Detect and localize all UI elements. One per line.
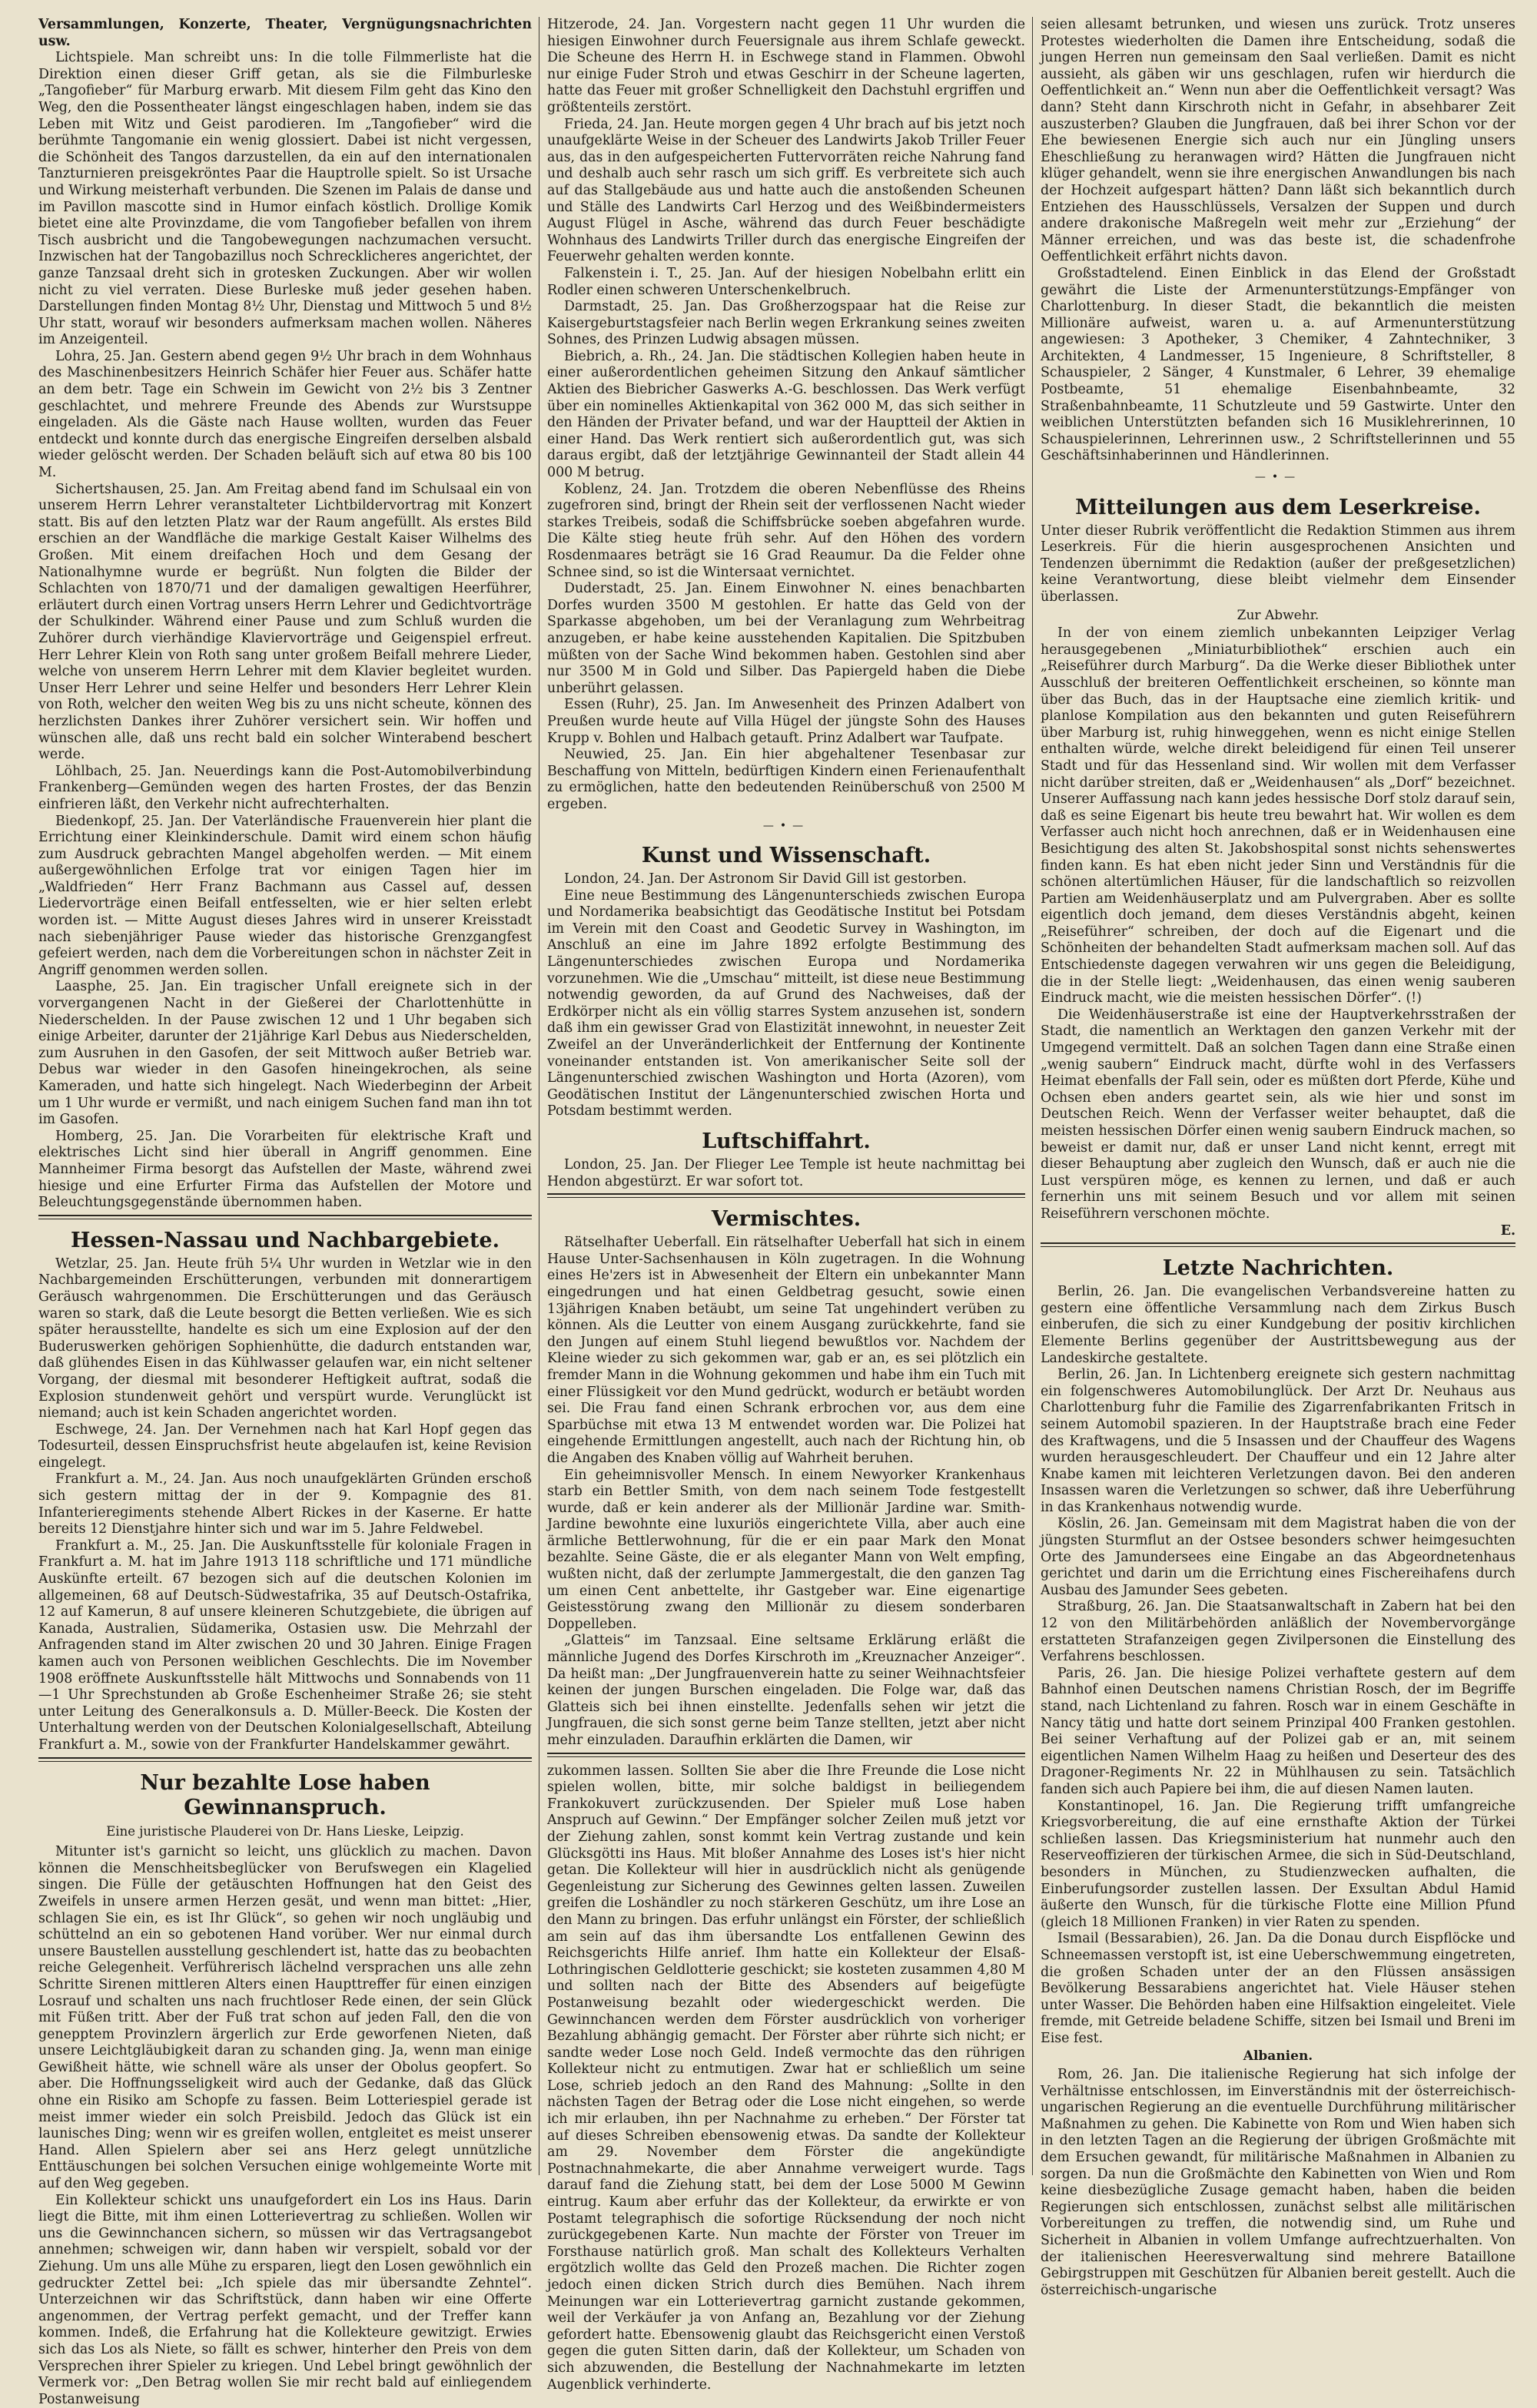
separator: —•— (1254, 471, 1302, 484)
section-title: Vermischtes. (711, 1207, 861, 1232)
article-paragraph: Paris, 26. Jan. Die hiesige Polizei verhaftete gestern auf dem Bahnhof einen Deutschen namens Christian Rosch, der im Begriffe stand, nach Lichtenland zu fahren. Rosch war in einem Geschäfte in Nancy tätig und hatte dort seinem Prinzipal 400 Franken gestohlen. Bei seiner Verhaftung auf der Polizei gab er an, mit seinem eigentlichen Namen Wilhelm Haag zu heißen und Deserteur des des Dragoner-Regiments Nr. 22 in Mühlhausen zu sein. Tatsächlich fanden sich auch Papiere bei ihm, die auf diesen Namen lauten. (1041, 1665, 1515, 1797)
article-paragraph: Rom, 26. Jan. Die italienische Regierung hat sich infolge der Verhältnisse entschlossen, im Einverständnis mit der österreichisch-ungarischen Regierung an die eventuelle Durchführung militärischer Maßnahmen zu gehen. Die Kabinette von Rom und Wien haben sich in den letzten Tagen an die Regierung der übrigen Großmächte mit dem Ersuchen gewandt, für militärische Maßnahmen in Albanien zu sorgen. Da nun die Großmächte den Kabinetten von Wien und Rom keine diesbezügliche Zusage gemacht haben, haben die beiden Regierungen sich entschlossen, zunächst selbst alle militärischen Vorbereitungen zu treffen, die notwendig sind, um Ruhe und Sicherheit in Albanien in vollem Umfange aufrechtzuerhalten. Von der italienischen Heeresverwaltung sind mehrere Bataillone Gebirgstruppen mit Geschützen für Albanien bereit gestellt. Auch die österreichisch-ungarische (1041, 2067, 1515, 2298)
article-paragraph: Neuwied, 25. Jan. Ein hier abgehaltener Tesenbasar zur Beschaffung von Mitteln, bedürftigen Kindern einen Ferienaufenthalt zu ermöglichen, hatte den bedeutenden Reinüberschuß von 2500 M ergeben. (547, 747, 1025, 812)
article-paragraph: Koblenz, 24. Jan. Trotzdem die oberen Nebenflüsse des Rheins zugefroren sind, bringt der Rhein seit der verflossenen Nacht wieder starkes Treibeis, sodaß die Schiffsbrücke soeben abgefahren wurde. Die Kälte stieg heute früh sehr. Auf den Höhen des vordern Rosdenmaares beträgt sie 16 Grad Reaumur. Da die Felder ohne Schnee sind, so ist die Wintersaat vernichtet. (547, 481, 1025, 580)
article-paragraph: Frankfurt a. M., 24. Jan. Aus noch unaufgeklärten Gründen erschoß sich gestern mittag der in der 9. Kompagnie des 81. Infanterieregiments stehende Albert Rickes in der Kaserne. Er hatte bereits 12 Dienstjahre hinter sich und war im 5. Jahre Feldwebel. (38, 1471, 532, 1537)
article-paragraph: Die Weidenhäuserstraße ist eine der Hauptverkehrsstraßen der Stadt, die namentlich an Werktagen den ganzen Verkehr mit der Umgegend vermittelt. Daß an solchen Tagen dann eine Straße einen „wenig saubern“ Eindruck macht, dürfte wohl in des Verfassers Heimat ebenfalls der Fall sein, oder es müßten dort Pferde, Kühe und Ochsen eben anders geartet sein, als wie hier und sonst im Deutschen Reich. Wenn der Verfasser weiter behauptet, daß die meisten hessischen Dörfer einen wenig saubern Eindruck machen, so beweist er damit nur, daß er unser Land nicht kennt, erregt mit dieser Behauptung aber zugleich den Wunsch, daß er auch nie die Lust verspüren möge, es kennen zu lernen, und daß er auch fernerhin uns mit seinem Besuch und vor allem mit seinen Reiseführern verschonen möchte. (1041, 1007, 1515, 1222)
article-paragraph: Straßburg, 26. Jan. Die Staatsanwaltschaft in Zabern hat bei den 12 von den Militärbehörden anläßlich der Novembervorgänge erstatteten Strafanzeigen gegen Zivilpersonen die Einstellung des Verfahrens beschlossen. (1041, 1599, 1515, 1665)
section-title: Nur bezahlte Lose haben Gewinnanspruch. (140, 1770, 430, 1819)
article-paragraph: zukommen lassen. Sollten Sie aber die Ihre Freunde die Lose nicht spielen wollen, bitte, mir solche baldigst in beiliegendem Frankokuvert zurückzusenden. Der Spieler muß Lose haben Anspruch auf Gewinn.“ Der Empfänger solcher Zeilen muß jetzt vor der Ziehung zahlen, sonst kommt kein Vertrag zustande und kein Glücksgötti ins Haus. Mit bloßer Annahme des Loses ist's hier nicht getan. Die Kollekteur will hier in ausdrücklich nicht als genügende Gegenleistung zur Sicherung des Gewinnes gelten lassen. Zuweilen greifen die Loshändler zu noch stärkeren Geschütz, um ihre Lose an den Mann zu bringen. Das erfuhr unlängst ein Förster, der schließlich am sein auf das ihm übersandte Los entfallenen Gewinn des Reichsgerichts Hilfe anrief. Ihm hatte ein Kollekteur der Elsaß-Lothringischen Geldlotterie geschickt; sie kosteten zusammen 4,80 M und sollten nach der Bitte des Absenders auf beigefügte Postanweisung bezahlt oder wiedergeschickt werden. Die Gewinnchancen werden dem Förster ausdrücklich von vorheriger Bezahlung abhängig gemacht. Der Förster aber rührte sich nicht; er sandte weder Lose noch Geld. Indeß vermochte das den rührigen Kollekteur nicht zu entmutigen. Zwar hat er schließlich um seine Lose, schrieb jedoch an den Rand des Mahnung: „Sollte in den nächsten Tagen der Betrag oder die Lose nicht eingehen, so werde ich mir erlauben, ihn per Nachnahme zu erheben.“ Der Förster tat auf dieses Schreiben ebensowenig etwas. Da sandte der Kollekteur am 29. November dem Förster die angekündigte Postnachnahmekarte, die aber Annahme verweigert wurde. Tags darauf fand die Ziehung statt, bei dem der Lose 5000 M Gewinn eintrug. Kaum aber erfuhr das der Kollekteur, da erwirkte er von Postamt telegraphisch die sofortige Rücksendung der noch nicht zurückgegebenen Karte. Nun machte der Förster von Treuer im Forsthause natürlich groß. Man schalt des Kollekteurs Verhalten ergötzlich wollte das Geld den Prozeß machen. Die Richter zogen jedoch einen dicken Strich durch dies Bemühen. Nach ihrem Meinungen war ein Lotterievertrag garnicht zustande gekommen, weil der Verkäufer ja von Anfang an, Bezahlung vor der Ziehung gefordert hatte. Ebensowenig glaubt das Reichsgericht einen Verstoß gegen die guten Sitten darin, daß der Kollekteur, um Schaden von sich abzuwenden, die Bestellung der Nachnahmekarte im letzten Augenblick verhinderte. (547, 1763, 1025, 2393)
article-paragraph: Frieda, 24. Jan. Heute morgen gegen 4 Uhr brach auf bis jetzt noch unaufgeklärte Weise in der Scheuer des Landwirts Jakob Triller Feuer aus, das in den aufgespeicherten Futtervorräten reiche Nahrung fand und deshalb auch sehr rasch um sich griff. Es verbreitete sich auch auf das Stallgebäude aus und hatte auch die anstoßenden Scheunen und Ställe des Landwirts Carl Herzog und des Weißbindermeisters August Flügel in Asche, während das durch Feuer beschädigte Wohnhaus des Landwirts Triller durch das energische Eingreifen der Feuerwehr gehalten werden konnte. (547, 116, 1025, 265)
section-rule (547, 1193, 1025, 1198)
article-paragraph: Mitunter ist's garnicht so leicht, uns glücklich zu machen. Davon können die Menschheitsbeglücker von Berufswegen ein Klagelied singen. Die Fülle der getäuschten Hoffnungen hat den Geist des Zweifels in unsere armen Herzen gesät, und wenn man bittet: „Hier, schlagen Sie ein, es ist Ihr Glück“, so gehen wir noch ungläubig und schüttelnd an ein so gebotenen Hand vorüber. Wer nur einmal durch unsere Baustellen ausstellung geschlendert ist, hatte das zu beobachten reiche Gelegenheit. Verführerisch lächelnd versprachen uns alle zehn Schritte Sirenen mittleren Alters einen Haupttreffer für einen einzigen Losrauf und schalten uns nach fruchtloser Rede einen, der sein Glück mit Füßen tritt. Aber der Fuß trat schon auf jeden Fall, den die von genepptem Provinzlern ärgerlich zur Erde geworfenen Nieten, daß unsere Leichtgläubigkeit daran zu schanden ging. Ja, wenn man einige Gewißheit hätte, wie schnell wäre als unser der Obolus geopfert. So aber. Die Hoffnungsseligkeit wird auch der Gedanke, daß das Glück ohne ein Risiko am Schopfe zu fassen. Beim Lotteriespiel gerade ist meist immer wieder ein solch Preisbild. Jedoch das Glück ist ein launisches Ding; wenn wir es greifen wollen, entgleitet es meist unserer Hand. Allen Spielern aber sei ans Herz gelegt unnützliche Enttäuschungen bei solchen Versuchen einige wohlgemeinte Worte mit auf den Weg gegeben. (38, 1844, 532, 2192)
section-rule (38, 1215, 532, 1219)
section-rule (1041, 1242, 1515, 1247)
article-paragraph: Berlin, 26. Jan. In Lichtenberg ereignete sich gestern nachmittag ein folgenschweres Automobilunglück. Der Arzt Dr. Neuhaus aus Charlottenburg fuhr die Familie des Zigarrenfabrikanten Fritsch in seinem Automobil spazieren. In der Hauptstraße brach eine Feder des Kraftwagens, und die 5 Insassen und der Chauffeur des Wagens wurden herausgeschleudert. Der Chauffeur und ein 12 Jahre alter Knabe kamen mit leichteren Verletzungen davon. Bei den anderen Insassen waren die Verletzungen so schwer, daß ihre Ueberführung in das Krankenhaus notwendig wurde. (1041, 1367, 1515, 1515)
article-paragraph: Essen (Ruhr), 25. Jan. Im Anwesenheit des Prinzen Adalbert von Preußen wurde heute auf Villa Hügel der jüngste Sohn des Hauses Krupp v. Bohlen und Halbach getauft. Prinz Adalbert war Taufpate. (547, 697, 1025, 746)
section-rule (547, 1753, 1025, 1757)
signature: E. (1500, 1222, 1515, 1239)
article-paragraph: London, 24. Jan. Der Astronom Sir David Gill ist gestorben. (564, 871, 967, 887)
article-paragraph: Berlin, 26. Jan. Die evangelischen Verbandsvereine hatten zu gestern eine öffentliche Versammlung nach dem Zirkus Busch einberufen, die sich zu einer Kundgebung der positiv kirchlichen Elemente Berlins gegenüber der Austrittsbewegung aus der Landeskirche gestaltete. (1041, 1284, 1515, 1366)
article-paragraph: London, 25. Jan. Der Flieger Lee Temple ist heute nachmittag bei Hendon abgestürzt. Er war sofort tot. (547, 1157, 1025, 1189)
article-paragraph: Hitzerode, 24. Jan. Vorgestern nacht gegen 11 Uhr wurden die hiesigen Einwohner durch Feuersignale aus ihrem Schlafe geweckt. Die Scheune des Herrn H. in Eschwege stand in Flammen. Obwohl nur einige Fuder Stroh und etwas Geschirr in der Scheune lagerten, hatte das Feuer mit großer Schnelligkeit den Dachstuhl ergriffen und größtenteils zerstört. (547, 17, 1025, 115)
section-title: Mitteilungen aus dem Leserkreise. (1075, 495, 1481, 519)
article-paragraph: Lohra, 25. Jan. Gestern abend gegen 9½ Uhr brach in dem Wohnhaus des Maschinenbesitzers Heinrich Schäfer hier Feuer aus. Schäfer hatte an dem betr. Tage ein Schwein im Gewicht von 2½ bis 3 Zentner geschlachtet, und mehrere Freunde des Abends zur Wurstsuppe eingeladen. Als die Gäste nach Hause wollten, wurden das Feuer entdeckt und konnte durch das energische Eingreifen derselben alsbald wieder gelöscht werden. Der Schaden beläuft sich auf etwa 80 bis 100 M. (38, 348, 532, 481)
article-paragraph: Ein geheimnisvoller Mensch. In einem Newyorker Krankenhaus starb ein Bettler Smith, von dem nach seinem Tode festgestellt wurde, daß er kein anderer als der Millionär Jardine war. Smith-Jardine bewohnte eine luxuriös eingerichtete Villa, aber auch eine ärmliche Bettlerwohnung, für die er ein paar Mark den Monat bezahlte. Seine Gäste, die er als eleganter Mann von Welt empfing, wußten nicht, daß der zerlumpte Jammergestalt, die den ganzen Tag um einen Cent anbettelte, ihr Gastgeber war. Eine eigenartige Geistesstörung zwang den Millionär zu diesem sonderbaren Doppelleben. (547, 1467, 1025, 1632)
column-3 (1041, 17, 1515, 2298)
column-1 (38, 17, 532, 2407)
article-paragraph: Ismail (Bessarabien), 26. Jan. Da die Donau durch Eispflöcke und Schneemassen verstopft ist, ist eine Ueberschwemmung eingetreten, die großen Schaden unter der an den Flüssen ansässigen Bevölkerung Bessarabiens angerichtet hat. Viele Häuser stehen unter Wasser. Die Behörden haben eine Hilfsaktion eingeleitet. Viele fremde, mit Getreide beladene Schiffe, sitzen bei Ismail und Breni im Eise fest. (1041, 1931, 1515, 2046)
article-paragraph: Biebrich, a. Rh., 24. Jan. Die städtischen Kollegien haben heute in einer außerordentlichen geheimen Sitzung den Ankauf sämtlicher Aktien des Biebricher Gaswerks A.-G. beschlossen. Das Werk verfügt über ein nominelles Aktienkapital von 362 000 M, das sich seither in den Händen der Privater befand, und war der Hauptteil der Aktien in einer Hand. Das Werk rentiert sich außerordentlich gut, was sich daraus ergibt, daß der letztjährige Gewinnanteil der Stadt allein 44 000 M betrug. (547, 348, 1025, 481)
article-paragraph: Rätselhafter Ueberfall. Ein rätselhafter Ueberfall hat sich in einem Hause Unter-Sachsenhausen in Köln zugetragen. In die Wohnung eines He'zers ist in Abwesenheit der Eltern ein unbekannter Mann eingedrungen und hat einen Geldbetrag gesucht, sowie einen 13jährigen Knaben betäubt, um seine Tat ungehindert verüben zu können. Als die Leutter von einem Ausgang zurückkehrte, fand sie den Jungen auf einem Stuhl liegend bewußtlos vor. Nachdem der Kleine wieder zu sich gekommen war, gab er an, es sei plötzlich ein fremder Mann in die Wohnung gekommen und habe ihm ein Tuch mit einer Flüssigkeit vor den Mund gedrückt, wodurch er betäubt worden sei. Die Frau fand einen Schrank erbrochen vor, aus dem eine Sparbüchse mit etwa 13 M entwendet worden war. Die Polizei hat eingehende Ermittlungen angestellt, auch nach der Richtung hin, ob die Angaben des Knaben völlig auf Wahrheit beruhen. (547, 1235, 1025, 1466)
article-paragraph: Biedenkopf, 25. Jan. Der Vaterländische Frauenverein hier plant die Errichtung einer Kleinkinderschule. Damit wird einem schon häufig zum Ausdruck gebrachten Mangel abgeholfen werden. — Mit einem außergewöhnlichen Erfolge trat vor einigen Tagen hier im „Waldfrieden“ Herr Franz Bachmann aus Cassel auf, dessen Liedervorträge einen Beifall entfesselten, wie er hier selten erlebt worden ist. — Mitte August dieses Jahres wird in unserer Kreisstadt nach siebenjähriger Pause wieder das historische Grenzgangfest gefeiert werden, nach dem die Vorbereitungen schon in nächster Zeit in Angriff genommen werden sollen. (38, 813, 532, 978)
editorial-note: Unter dieser Rubrik veröffentlicht die Redaktion Stimmen aus ihrem Leserkreis. Für die hierin ausgesprochenen Ansichten und Tendenzen übernimmt die Redaktion (außer der preßgesetzlichen) keine Verantwortung, diese bleibt vielmehr dem Einsender überlassen. (1041, 522, 1515, 605)
article-paragraph: Köslin, 26. Jan. Gemeinsam mit dem Magistrat haben die von der jüngsten Sturmflut an der Ostsee besonders schwer heimgesuchten Orte des Jamundersees eine Eingabe an das Abgeordnetenhaus gerichtet und darin um die Errichtung eines Fischereihafens durch Ausbau des Jamunder Sees gebeten. (1041, 1516, 1515, 1598)
article-paragraph: „Glatteis“ im Tanzsaal. Eine seltsame Erklärung erläßt die männliche Jugend des Dorfes Kirschroth im „Kreuznacher Anzeiger“. Da heißt man: „Der Jungfrauenverein hatte zu seiner Weihnachtsfeier keinen der jungen Burschen eingeladen. Die Folge war, daß das Glatteis sich bei ihnen einstellte. Jedenfalls sehen wir jetzt die Jungfrauen, die sich sonst gerne beim Tanze stellten, jetzt aber nicht mehr einzuladen. Daraufhin erklärten die Damen, wir (547, 1633, 1025, 1748)
article-paragraph: Konstantinopel, 16. Jan. Die Regierung trifft umfangreiche Kriegsvorbereitung, die auf eine ernsthafte Aktion der Türkei schließen lassen. Das Kriegsministerium hat nunmehr auch den Reserveoffizieren der türkischen Armee, die sich in Süd-Deutschland, besonders in München, zu Studienzwecken aufhalten, die Einberufungsorder zustellen lassen. Der Exsultan Abdul Hamid äußerte den Wunsch, für die türkische Flotte eine Million Pfund (gleich 18 Millionen Franken) in vier Raten zu spenden. (1041, 1798, 1515, 1930)
column-rule (1032, 17, 1033, 2175)
article-paragraph: Löhlbach, 25. Jan. Neuerdings kann die Post-Automobilverbindung Frankenberg—Gemünden wegen des harten Frostes, der das Benzin einfrieren läßt, den Verkehr nicht aufrechterhalten. (38, 763, 532, 812)
article-paragraph: Homberg, 25. Jan. Die Vorarbeiten für elektrische Kraft und elektrisches Licht sind hier überall in Angriff genommen. Eine Mannheimer Firma besorgt das Aufstellen der Maste, während zwei hiesige und eine Erfurter Firma das Aufstellen der Motore und Beleuchtungsgegenstände übernommen haben. (38, 1128, 532, 1211)
article-paragraph: Darmstadt, 25. Jan. Das Großherzogspaar hat die Reise zur Kaisergeburtstagsfeier nach Berlin wegen Erkrankung seines zweiten Sohnes, des Prinzen Ludwig absagen müssen. (547, 299, 1025, 348)
article-paragraph: Wetzlar, 25. Jan. Heute früh 5¼ Uhr wurden in Wetzlar wie in den Nachbargemeinden Erschütterungen, verbunden mit donnerartigem Geräusch wahrgenommen. Die Erschütterungen und das Geräusch waren so stark, daß die Leute besorgt die Betten verließen. Wie es sich später herausstellte, handelte es sich um eine Explosion auf der den Buderuswerken gehörigen Sophienhütte, die dadurch entstanden war, daß glühendes Eisen in das Kühlwasser gelaufen war, ein nicht seltener Vorgang, der diesmal mit besonderer Heftigkeit auftrat, sodaß die Explosion stundenweit gehört und verspürt wurde. Verunglückt ist niemand; auch ist kein Schaden angerichtet worden. (38, 1255, 532, 1421)
section-title: Hessen-Nassau und Nachbargebiete. (70, 1228, 500, 1252)
article-paragraph: seien allesamt betrunken, und wiesen uns zurück. Trotz unseres Protestes wiederholten die Damen ihre Entscheidung, sodaß die jungen Herren nun gemeinsam den Saal verließen. Damit es nicht aussieht, als gäben wir uns geschlagen, rufen wir hierdurch die Oeffentlichkeit an.“ Wenn nun aber die Oeffentlichkeit versagt? Was dann? Steht dann Kirschroth nicht in Gefahr, in absehbarer Zeit auszusterben? Glauben die Jungfrauen, daß bei ihrer Schon vor der Ehe bewiesenen Energie sich auch nur ein Jüngling unsers Eheschließung zu heranwagen wird? Hätten die Jungfrauen nicht klüger gehandelt, wenn sie ihre energischen Anwandlungen bis nach der Hochzeit aufgespart hätten? Dann läßt sich bekanntlich durch Entziehen des Hausschlüssels, Versalzen der Suppen und durch andere drakonische Maßregeln weit mehr zur „Erziehung“ der Männer erreichen, und was das beste ist, die schadenfrohe Oeffentlichkeit erfährt nichts davon. (1041, 17, 1515, 265)
article-paragraph: Falkenstein i. T., 25. Jan. Auf der hiesigen Nobelbahn erlitt ein Rodler einen schweren Unterschenkelbruch. (547, 265, 1025, 298)
article-paragraph: In der von einem ziemlich unbekannten Leipziger Verlag herausgegebenen „Miniaturbibliothek“ erschien auch ein „Reiseführer durch Marburg“. Da die Werke dieser Bibliothek unter Ausschluß der breiteren Oeffentlichkeit erscheinen, so könnte man über das Buch, das in der Hauptsache eine ziemlich kritik- und planlose Kompilation aus den bekannten und guten Reiseführern über Marburg ist, ruhig hinweggehen, wenn es nicht einige Stellen enthalten würde, welche direkt beleidigend für einen Teil unserer Stadt und für das Hessenland sind. Wir wollen mit dem Verfasser nicht darüber streiten, daß er „Weidenhausen“ als „Dorf“ bezeichnet. Unserer Auffassung nach kann jedes hessische Dorf stolz darauf sein, daß es seine Eigenart bis heute treu bewahrt hat. Wir wollen es dem Verfasser auch nicht hoch anrechnen, daß er in Weidenhausen eine Besichtigung des alten St. Jakobshospital sonst nichts sehenswertes finden kann. Es hat eben nicht jeder Sinn und Verständnis für die schönen altertümlichen Häuser, für die landschaftlich so reizvollen Partien am Weidenhäuserplatz und am Pulvergraben. Aber es sollte eigentlich doch jemand, dem dieses Verständnis abgeht, keinen „Reiseführer“ schreiben, der doch auf die Eigenart und die Schönheiten der behandelten Stadt aufmerksam machen soll. Auf das Entschiedenste dagegen verwahren wir uns gegen die Beleidigung, die in der Stelle liegt: „Weidenhausen, das einen wenig sauberen Eindruck macht, wie die meisten hessischen Dörfer“. (!) (1041, 625, 1515, 1007)
article-paragraph: Duderstadt, 25. Jan. Einem Einwohner N. eines benachbarten Dorfes wurden 3500 M gestohlen. Er hatte das Geld von der Sparkasse abgehoben, um bei der Veranlagung zum Wehrbeitrag anzugeben, er habe keine ausstehenden Kapitalien. Die Spitzbuben müßten von der Sache Wind bekommen haben. Gestohlen sind aber nur 3500 M in Gold und Silber. Das Papiergeld haben die Diebe unberührt gelassen. (547, 581, 1025, 696)
article-paragraph: Frankfurt a. M., 25. Jan. Die Auskunftsstelle für koloniale Fragen in Frankfurt a. M. hat im Jahre 1913 118 schriftliche und 171 mündliche Auskünfte erteilt. 67 bezogen sich auf die deutschen Kolonien im allgemeinen, 68 auf Deutsch-Südwestafrika, 35 auf Deutsch-Ostafrika, 12 auf Kamerun, 8 auf unsere kleineren Schutzgebiete, die übrigen auf Kanada, Australien, Südamerika, Ostasien usw. Die Mehrzahl der Anfragenden stand im Alter zwischen 20 und 30 Jahren. Einige Fragen kamen auch von Personen weiblichen Geschlechts. Die im November 1908 eröffnete Auskunftsstelle hält Mittwochs und Sonnabends von 11—1 Uhr Sprechstunden ab Große Eschenheimer Straße 26; sie steht unter Leitung des Generalkonsuls a. D. Müller-Beeck. Die Kosten der Unterhaltung werden von der Deutschen Kolonialgesellschaft, Abteilung Frankfurt a. M., sowie von der Frankfurter Handelskammer gewährt. (38, 1537, 532, 1753)
separator: —•— (762, 819, 810, 832)
column-2 (547, 17, 1025, 2393)
letter-title: Zur Abwehr. (1237, 607, 1320, 623)
section-title: Luftschiffahrt. (702, 1129, 871, 1153)
section-title: Kunst und Wissenschaft. (641, 844, 931, 868)
article-paragraph: Sichertshausen, 25. Jan. Am Freitag abend fand im Schulsaal ein von unserem Herrn Lehrer veranstalteter Lichtbildervortrag mit Konzert statt. Bis auf den letzten Platz war der Raum angefüllt. Als erstes Bild erschien an der Wandfläche die markige Gestalt Kaiser Wilhelms des Großen. Mit einem dreifachen Hoch und dem Gesang der Nationalhymne wurde er begrüßt. Nun folgten die Bilder der Schlachten von 1870/71 und der damaligen gewaltigen Heerführer, erläutert durch einen Vortrag unsers Herrn Lehrer und Gedichtvorträge der Schulkinder. Während einer Pause und zum Schluß wurden die Zuhörer durch vierhändige Klaviervorträge und Geigenspiel erfreut. Herr Lehrer Klein von Roth sang unter großem Beifall mehrere Lieder, welche von unserem Herrn Lehrer mit dem Klavier begleitet wurden. Unser Herr Lehrer und seine Helfer und besonders Herr Lehrer Klein von Roth, welcher den weiten Weg bis zu uns nicht scheute, können des herzlichsten Dankes ihrer Zuhörer versichert sein. Wir hoffen und wünschen alle, daß uns recht bald ein solcher Winterabend beschert werde. (38, 481, 532, 763)
article-paragraph: Lichtspiele. Man schreibt uns: In die tolle Filmmerliste hat die Direktion einen dieser Griff getan, als sie die Filmburleske „Tangofieber“ für Marburg erwarb. Mit diesem Film geht das Kino den Weg, den die Possentheater längst eingeschlagen haben, indem sie das Leben mit Witz und Geist parodieren. Im „Tangofieber“ wird die berühmte Tangomanie ein wenig glossiert. Dabei ist nicht vergessen, die Schönheit des Tangos darzustellen, da ein auf den internationalen Tanzturnieren preisgekröntes Paar die Hauptrolle spielt. So ist Ursache und Wirkung meisterhaft verbunden. Die Szenen im Palais de danse und im Pavillon mascotte sind in Humor einfach köstlich. Drollige Komik bietet eine alte Provinzdame, die vom Tangofieber befallen von ihrem Tisch ausbricht und die Tangobewegungen nachzumachen versucht. Inzwischen hat der Tangobazillus noch Schrecklicheres angerichtet, der ganze Tanzsaal dreht sich in grotesken Zuckungen. Aber wir wollen nicht zu viel verraten. Diese Burleske muß jeder gesehen haben. Darstellungen finden Montag 8½ Uhr, Dienstag und Mittwoch 5 und 8½ Uhr statt, worauf wir besonders aufmerksam machen wollen. Näheres im Anzeigenteil. (38, 50, 532, 348)
article-paragraph: Eschwege, 24. Jan. Der Vernehmen nach hat Karl Hopf gegen das Todesurteil, dessen Einspruchsfrist heute abgelaufen ist, keine Revision eingelegt. (38, 1421, 532, 1471)
section-title: Letzte Nachrichten. (1162, 1256, 1394, 1281)
subheading: Albanien. (1243, 2048, 1313, 2065)
section-heading: Versammlungen, Konzerte, Theater, Vergnügungsnachrichten usw. (38, 17, 532, 49)
article-paragraph: Ein Kollekteur schickt uns unaufgefordert ein Los ins Haus. Darin liegt die Bitte, mit ihm einen Lotterievertrag zu schließen. Wollen wir uns die Gewinnchancen sichern, so müssen wir das Vertragsangebot annehmen; schweigen wir, dann haben wir verspielt, sobald vor der Ziehung. Um uns alle Mühe zu ersparen, liegt den Losen gewöhnlich ein gedruckter Zettel bei: „Ich spiele das mir übersandte Zehntel“. Unterzeichnen wir das Schriftstück, dann haben wir eine Offerte angenommen, der Vertrag perfekt gemacht, und der Treffer kann kommen. Indeß, die Erfahrung hat die Kollekteure gewitzigt. Erwies sich das Los als Niete, so fällt es schwer, hinterher den Preis von dem Versprechen ihrer Spieler zu kriegen. Und Lebel bringt gewöhnlich der Vermerk vor: „Den Betrag wollen Sie mir recht bald auf einliegendem Postanweisung (38, 2192, 532, 2407)
article-paragraph: Eine neue Bestimmung des Längenunterschieds zwischen Europa und Nordamerika beabsichtigt das Geodätische Institut bei Potsdam im Verein mit den Coast and Geodetic Survey in Washington, im Anschluß an eine im Jahre 1892 erfolgte Bestimmung des Längenunterschiedes zwischen Europa und Nordamerika vorzunehmen. Wie die „Umschau“ mitteilt, ist diese neue Bestimmung notwendig geworden, da auf Grund des Nachweises, daß der Erdkörper nicht als ein völlig starres System anzusehen ist, sondern daß ihm ein gewisser Grad von Elastizität innewohnt, in neuester Zeit Zweifel an der Unveränderlichkeit der Entfernung der Kontinente voneinander entstanden ist. Von amerikanischer Seite soll der Längenunterschied zwischen Washington und Horta (Azoren), vom Geodätischen Institut der Längenunterschied zwischen Horta und Potsdam bestimmt werden. (547, 887, 1025, 1119)
article-paragraph: Laasphe, 25. Jan. Ein tragischer Unfall ereignete sich in der vorvergangenen Nacht in der Gießerei der Charlottenhütte in Niederschelden. In der Pause zwischen 12 und 1 Uhr begaben sich einige Arbeiter, darunter der 21jährige Karl Debus aus Niederschelden, zum Ausruhen in den Gasofen, der seit Mittwoch außer Betrieb war. Debus war wieder in den Gasofen hineingekrochen, als seine Kameraden, und hatte sich hingelegt. Nach Wiederbeginn der Arbeit um 1 Uhr wurde er vermißt, und nach einigem Suchen fand man ihn tot im Gasofen. (38, 979, 532, 1128)
article-byline: Eine juristische Plauderei von Dr. Hans Lieske, Leipzig. (106, 1823, 464, 1839)
section-rule (38, 1757, 532, 1762)
article-paragraph: Großstadtelend. Einen Einblick in das Elend der Großstadt gewährt die Liste der Armenunterstützungs-Empfänger von Charlottenburg. In dieser Stadt, die bekanntlich die meisten Millionäre aufweist, waren u. a. auf Armenunterstützung angewiesen: 3 Apotheker, 3 Chemiker, 4 Zahntechniker, 3 Architekten, 4 Landmesser, 15 Ingenieure, 8 Schriftsteller, 8 Schauspieler, 2 Sänger, 4 Kunstmaler, 6 Lehrer, 39 ehemalige Postbeamte, 51 ehemalige Eisenbahnbeamte, 32 Straßenbahnbeamte, 11 Schutzleute und 59 Gastwirte. Unter den weiblichen Unterstützten befanden sich 16 Musiklehrerinnen, 10 Schauspielerinnen, Lehrerinnen usw., 2 Schriftstellerinnen und 55 Geschäftsinhaberinnen und Händlerinnen. (1041, 265, 1515, 464)
